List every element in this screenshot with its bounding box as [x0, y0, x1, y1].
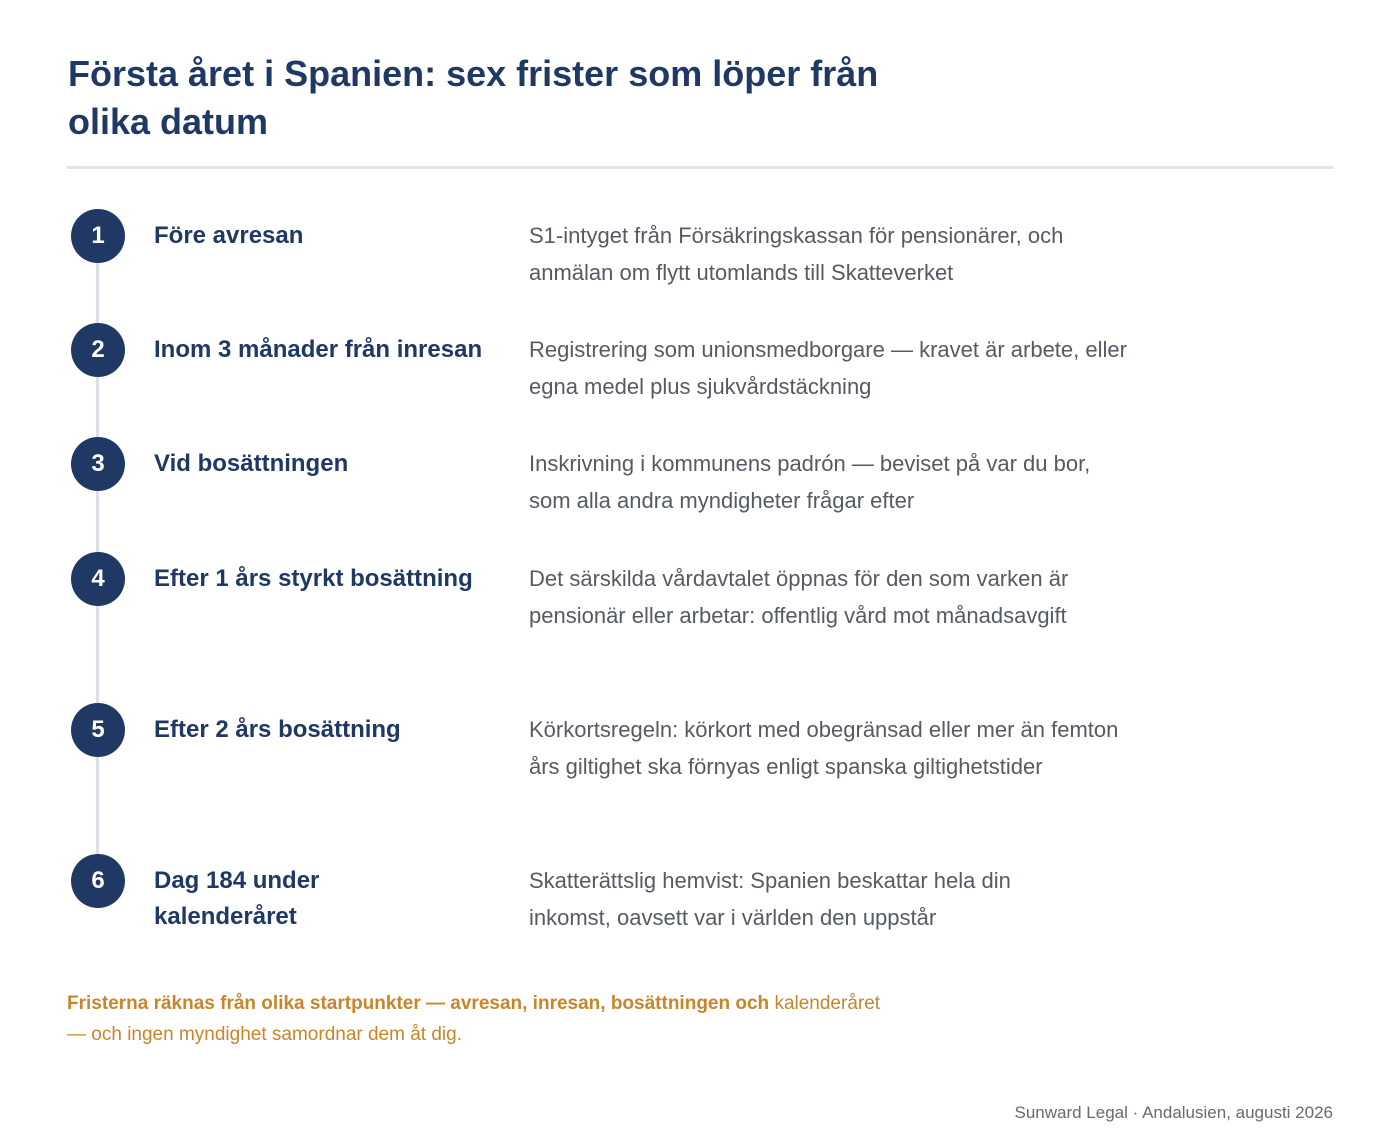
step-number-badge: 4: [71, 552, 125, 606]
step-number-badge: 3: [71, 437, 125, 491]
step-description: Det särskilda vårdavtalet öppnas för den som varken är pensionär eller arbetar: offentlig vård mot månadsavgift: [529, 566, 1069, 628]
footnote-rest: kalenderåret — och ingen myndighet samordnar dem åt dig.: [67, 993, 881, 1045]
page-title: Första året i Spanien: sex frister som löper från olika datum: [68, 53, 879, 142]
footnote-emphasis: Fristerna räknas från olika startpunkter — avresan, inresan, bosättningen och: [67, 993, 770, 1014]
step-when: Inom 3 månader från inresan: [154, 336, 483, 363]
step-when: Efter 1 års styrkt bosättning: [154, 565, 473, 592]
step-number-badge: 2: [71, 323, 125, 377]
source-credit: Sunward Legal · Andalusien, augusti 2026: [1014, 1103, 1333, 1122]
step-when: Vid bosättningen: [154, 450, 349, 477]
step-number-badge: 6: [71, 854, 125, 908]
step-when: Efter 2 års bosättning: [154, 716, 401, 743]
step-number-badge: 1: [71, 209, 125, 263]
step-number-badge: 5: [71, 703, 125, 757]
title-divider: [67, 166, 1333, 169]
step-description: Inskrivning i kommunens padrón — beviset på var du bor, som alla andra myndigheter frågar efter: [529, 451, 1091, 513]
step-when: Dag 184 under kalenderåret: [154, 867, 320, 930]
step-description: S1-intyget från Försäkringskassan för pensionärer, och anmälan om flytt utomlands till Skatteverket: [529, 223, 1064, 285]
step-when: Före avresan: [154, 222, 304, 249]
step-description: Registrering som unionsmedborgare — kravet är arbete, eller egna medel plus sjukvårdstäckning: [529, 337, 1127, 399]
footnote: [67, 988, 887, 1050]
step-description: Körkortsregeln: körkort med obegränsad eller mer än femton års giltighet ska förnyas enligt spanska giltighetstider: [529, 717, 1119, 779]
step-description: Skatterättslig hemvist: Spanien beskattar hela din inkomst, oavsett var i världen den uppstår: [529, 868, 1011, 930]
